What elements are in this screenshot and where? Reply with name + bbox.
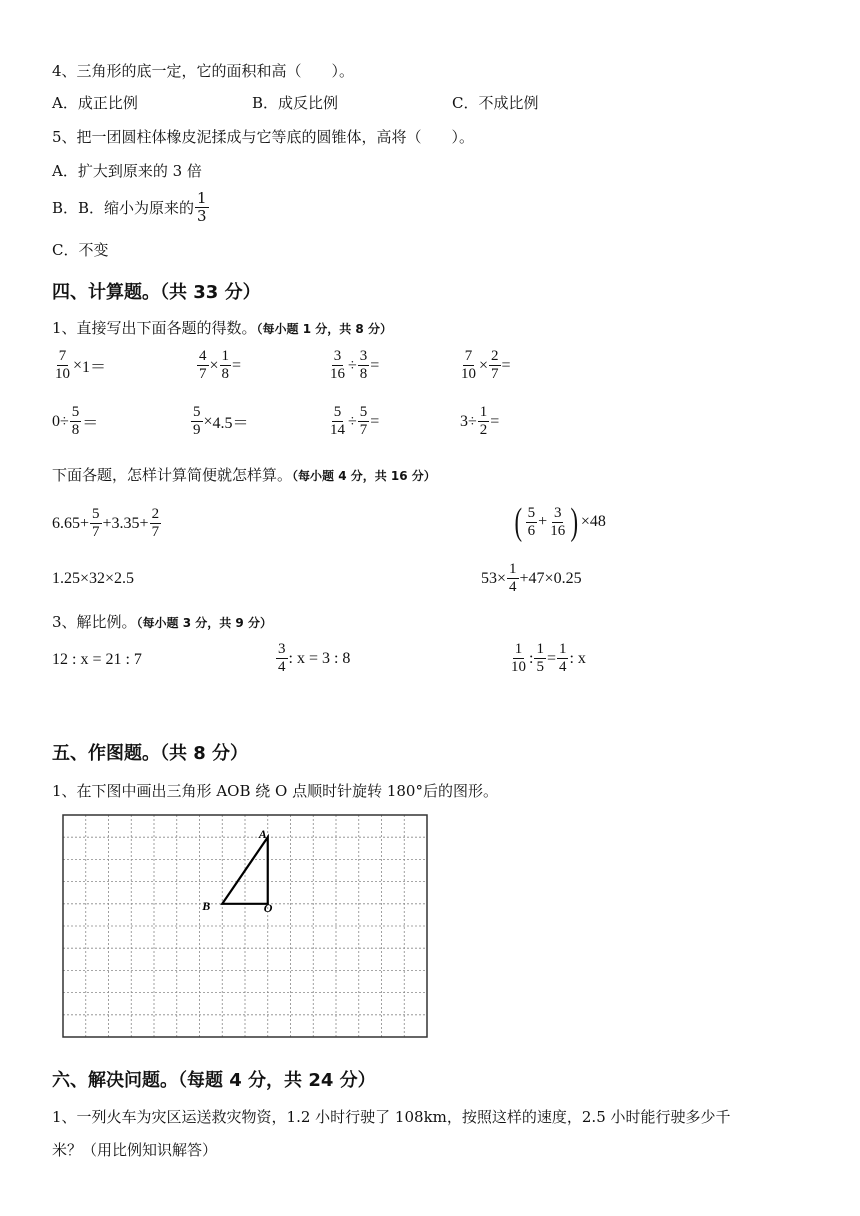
label-b: B [202,898,211,913]
calc-item: $\frac{4}{7}$ × $\frac{1}{8}$ = [199,348,242,382]
proportion-1: 12 : x = 21 : 7 [52,651,142,668]
section-5-title: 五、作图题。（共 8 分） [52,743,249,764]
q5-option-b [52,190,210,225]
simplify-expr-2: ( $\frac{5}{6}$ + $\frac{3}{16}$ ) ×48 [514,501,606,543]
calc-item: $\frac{5}{14}$ ÷ $\frac{5}{7}$ = [330,404,380,438]
drawing-grid[interactable] [62,814,428,1038]
calc-item: $\frac{5}{9}$ × 4.5＝ [193,404,249,438]
calc-item: $\frac{7}{10}$ × $\frac{2}{7}$ = [461,348,511,382]
simplify-expr-4: 53× $\frac{1}{4}$ +47×0.25 [481,561,582,595]
s4-part3-prompt: 3、解比例。（每小题 3 分，共 9 分） [52,613,272,631]
s4-part1-prompt: 1、直接写出下面各题的得数。（每小题 1 分，共 8 分） [52,319,392,337]
simplify-expr-1: 6.65+ $\frac{5}{7}$ +3.35+ $\frac{2}{7}$ [52,506,160,540]
q4-option-c: C．不成比例 [452,94,539,112]
q5-stem: 5、把一团圆柱体橡皮泥揉成与它等底的圆锥体，高将（ ）。 [52,128,475,146]
q4-option-a: A．成正比例 [52,94,138,112]
grid-svg [62,814,428,1038]
proportion-2: $\frac{3}{4}$ : x = 3 : 8 [278,641,351,675]
s4-part2-prompt: 下面各题，怎样计算简便就怎样算。（每小题 4 分，共 16 分） [52,466,436,484]
label-a: A [258,827,267,842]
s4-part2-note: （每小题 4 分，共 16 分） [292,469,436,483]
q4-stem: 4、三角形的底一定，它的面积和高（ ）。 [52,62,355,80]
simplify-expr-3: 1.25×32×2.5 [52,570,135,587]
s4-part1-note: （每小题 1 分，共 8 分） [256,322,392,336]
s4-part3-note: （每小题 3 分，共 9 分） [136,616,272,630]
calc-item: 3÷ $\frac{1}{2}$ = [460,404,500,438]
section-6-title: 六、解决问题。（每题 4 分，共 24 分） [52,1070,376,1091]
s6-q1-line1: 1、一列火车为灾区运送救灾物资，1.2 小时行驶了 108km，按照这样的速度，2.5 小时能行驶多少千 [52,1108,731,1126]
s5-part1-prompt: 1、在下图中画出三角形 AOB 绕 O 点顺时针旋转 180°后的图形。 [52,782,498,800]
s6-q1-line2: 米？（用比例知识解答） [52,1141,218,1159]
section-4-title: 四、计算题。（共 33 分） [52,282,261,303]
calc-item: 0÷ $\frac{5}{8}$ ＝ [52,404,99,438]
label-o: O [263,900,273,915]
q5-option-a: A．扩大到原来的 3 倍 [52,162,202,180]
proportion-3: $\frac{1}{10}$ : $\frac{1}{5}$ = $\frac{1}{4}$ : x [511,641,586,675]
calc-item: $\frac{3}{16}$ ÷ $\frac{3}{8}$ = [330,348,380,382]
fraction: $\frac{1}{3}$ [197,189,207,225]
q5-option-c: C．不变 [52,241,109,259]
calc-item: $\frac{7}{10}$ × 1＝ [55,348,107,382]
q4-option-b: B．成反比例 [252,94,339,112]
q5-option-b-text: B．B．缩小为原来的 [52,199,195,217]
